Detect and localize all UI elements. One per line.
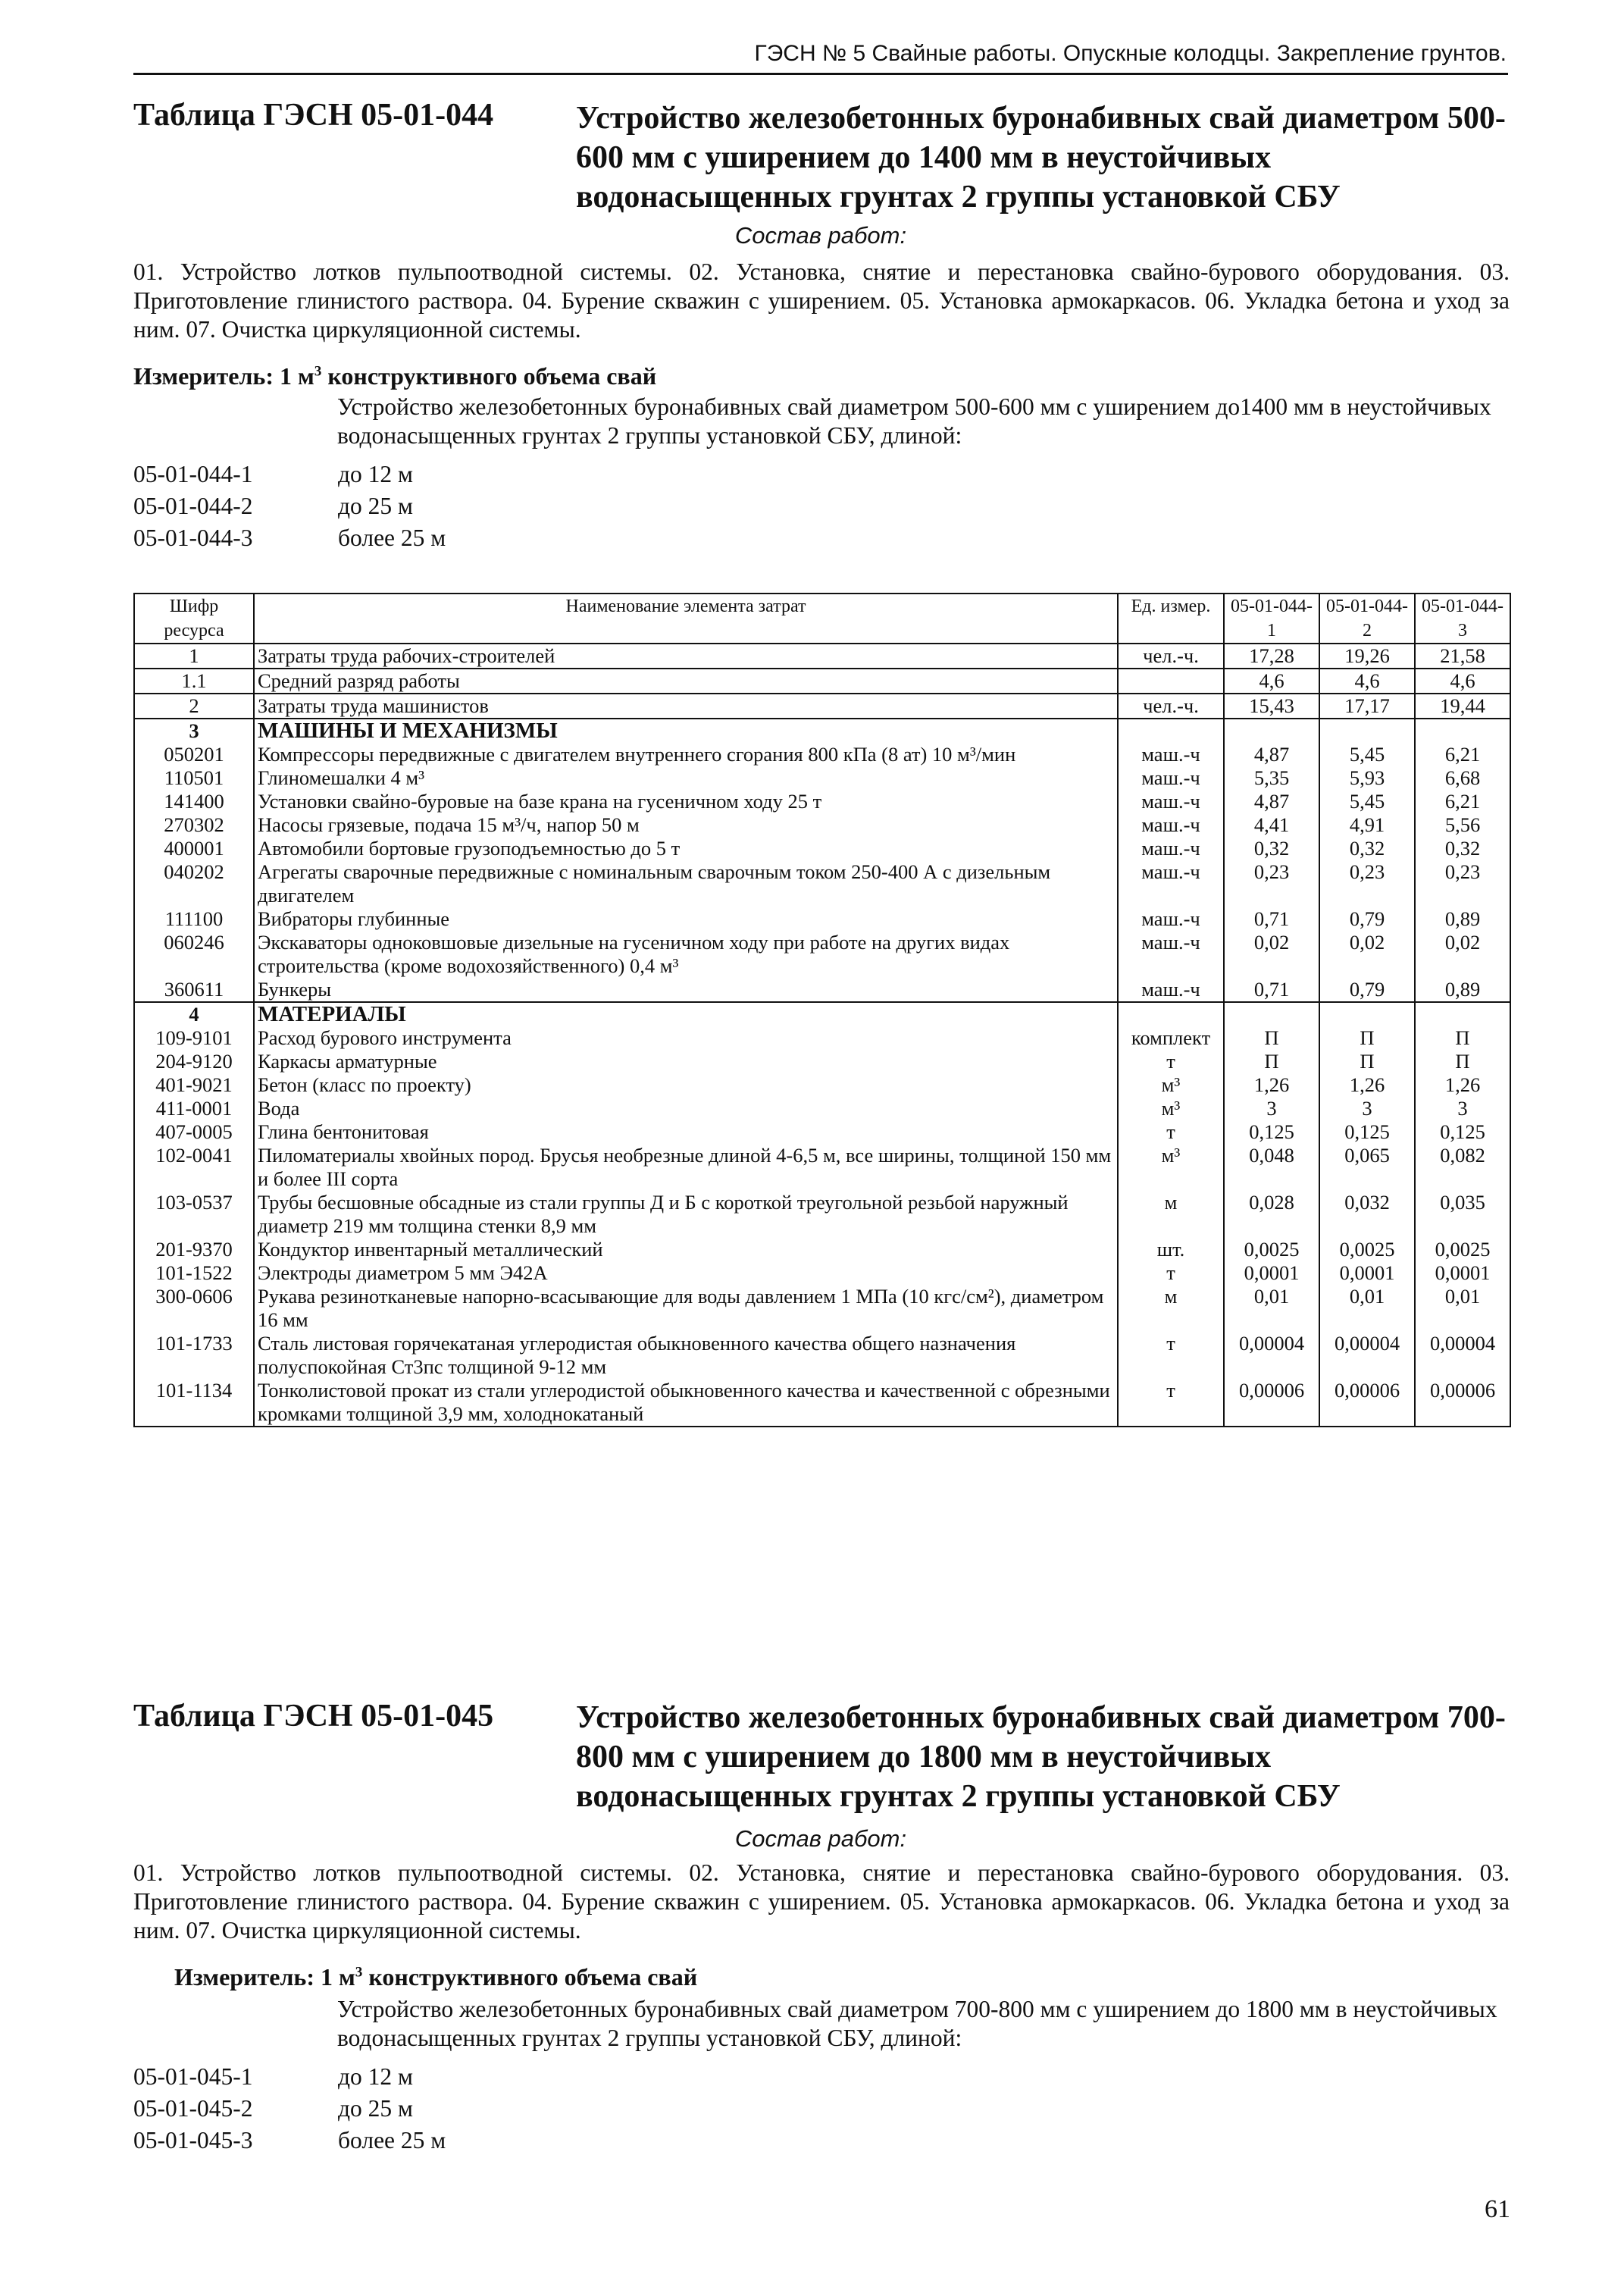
resource-unit <box>1118 719 1224 743</box>
table-row <box>134 1097 1510 1120</box>
table-row <box>134 790 1510 813</box>
resource-code: 3 <box>134 719 254 743</box>
table-row <box>134 907 1510 931</box>
works-description: 01. Устройство лотков пульпоотводной системы. 02. Установка, снятие и перестановка свайно-бурового оборудования. 03. Приготовление глинистого раствора. 04. Бурение скважин с уширением. 05. Установка армокаркасов. 06. Укладка бетона и уход за ним. 07. Очистка циркуляционной системы. <box>133 258 1510 343</box>
resource-unit: т <box>1118 1050 1224 1073</box>
table-row <box>134 813 1510 837</box>
value-col-3: 0,035 <box>1415 1191 1510 1238</box>
resource-code: 040202 <box>134 860 254 907</box>
resource-name: Бетон (класс по проекту) <box>254 1073 1118 1097</box>
value-col-2: 0,0001 <box>1319 1261 1415 1285</box>
resource-code: 407-0005 <box>134 1120 254 1144</box>
resource-unit <box>1118 1002 1224 1026</box>
header-col-1: 05-01-044-1 <box>1224 594 1319 644</box>
value-col-1: 0,00006 <box>1224 1379 1319 1427</box>
resource-code: 103-0537 <box>134 1191 254 1238</box>
resource-name: Вода <box>254 1097 1118 1120</box>
value-col-2 <box>1319 1002 1415 1026</box>
value-col-3 <box>1415 719 1510 743</box>
value-col-2: 17,17 <box>1319 694 1415 719</box>
value-col-2: 0,79 <box>1319 978 1415 1002</box>
table-row <box>134 669 1510 694</box>
value-col-1: 0,23 <box>1224 860 1319 907</box>
resource-name: Затраты труда рабочих-строителей <box>254 644 1118 669</box>
value-col-1: 0,028 <box>1224 1191 1319 1238</box>
resource-code: 204-9120 <box>134 1050 254 1073</box>
resource-name: Средний разряд работы <box>254 669 1118 694</box>
value-col-2: 5,45 <box>1319 743 1415 766</box>
running-header <box>133 36 1508 75</box>
table-row <box>134 837 1510 860</box>
value-col-3: 0,00004 <box>1415 1332 1510 1379</box>
measure-unit: Измеритель: 1 $м^3$ конструктивного объема свай <box>174 1963 698 1991</box>
resource-code: 109-9101 <box>134 1026 254 1050</box>
resource-name: Насосы грязевые, подача 15 м³/ч, напор 50 м <box>254 813 1118 837</box>
running-header-text: ГЭСН № 5 Свайные работы. Опускные колодцы. Закрепление грунтов. <box>754 41 1507 66</box>
value-col-3: 0,23 <box>1415 860 1510 907</box>
items-description: Устройство железобетонных буронабивных свай диаметром 500-600 мм с уширением до1400 мм в неустойчивых водонасыщенных грунтах 2 группы установкой СБУ, длиной: <box>337 393 1491 449</box>
resource-unit: м³ <box>1118 1073 1224 1097</box>
value-col-2: П <box>1319 1050 1415 1073</box>
value-col-3: 0,125 <box>1415 1120 1510 1144</box>
resource-code: 1.1 <box>134 669 254 694</box>
value-col-2: 0,32 <box>1319 837 1415 860</box>
value-col-2 <box>1319 719 1415 743</box>
value-col-1: 4,6 <box>1224 669 1319 694</box>
value-col-3: П <box>1415 1050 1510 1073</box>
value-col-2: 0,79 <box>1319 907 1415 931</box>
value-col-2: 0,01 <box>1319 1285 1415 1332</box>
value-col-1: 4,41 <box>1224 813 1319 837</box>
value-col-3: 0,0025 <box>1415 1238 1510 1261</box>
resource-unit: маш.-ч <box>1118 931 1224 978</box>
value-col-2: 0,065 <box>1319 1144 1415 1191</box>
item-code: 05-01-045-1 <box>133 2063 253 2090</box>
item-code: 05-01-045-2 <box>133 2095 253 2122</box>
value-col-3: 0,32 <box>1415 837 1510 860</box>
item-length: более 25 м <box>338 525 446 551</box>
table-row <box>134 931 1510 978</box>
resource-unit: маш.-ч <box>1118 907 1224 931</box>
value-col-2: 0,23 <box>1319 860 1415 907</box>
value-col-1: 4,87 <box>1224 743 1319 766</box>
value-col-2: 4,6 <box>1319 669 1415 694</box>
resource-unit: маш.-ч <box>1118 978 1224 1002</box>
resource-unit: маш.-ч <box>1118 790 1224 813</box>
resource-name: Установки свайно-буровые на базе крана на гусеничном ходу 25 т <box>254 790 1118 813</box>
table-row <box>134 766 1510 790</box>
resource-unit: шт. <box>1118 1238 1224 1261</box>
resource-name: Вибраторы глубинные <box>254 907 1118 931</box>
value-col-3: 19,44 <box>1415 694 1510 719</box>
resource-name: Глина бентонитовая <box>254 1120 1118 1144</box>
value-col-3: 6,68 <box>1415 766 1510 790</box>
items-description: Устройство железобетонных буронабивных свай диаметром 700-800 мм с уширением до 1800 мм в неустойчивых водонасыщенных грунтах 2 группы установкой СБУ, длиной: <box>337 1996 1497 2051</box>
value-col-3: 0,00006 <box>1415 1379 1510 1427</box>
value-col-1: 3 <box>1224 1097 1319 1120</box>
works-description: 01. Устройство лотков пульпоотводной системы. 02. Установка, снятие и перестановка свайно-бурового оборудования. 03. Приготовление глинистого раствора. 04. Бурение скважин с уширением. 05. Установка армокаркасов. 06. Укладка бетона и уход за ним. 07. Очистка циркуляционной системы. <box>133 1859 1510 1944</box>
code-row <box>133 2095 664 2124</box>
resource-unit: м <box>1118 1285 1224 1332</box>
value-col-2: 3 <box>1319 1097 1415 1120</box>
item-length: до 25 м <box>338 493 413 519</box>
resource-code: 400001 <box>134 837 254 860</box>
value-col-1: 0,00004 <box>1224 1332 1319 1379</box>
resource-code: 270302 <box>134 813 254 837</box>
resource-code: 201-9370 <box>134 1238 254 1261</box>
table-row <box>134 1191 1510 1238</box>
value-col-3: 0,89 <box>1415 978 1510 1002</box>
header-name: Наименование элемента затрат <box>254 594 1118 644</box>
item-code: 05-01-044-3 <box>133 525 253 551</box>
table-title: Устройство железобетонных буронабивных свай диаметром 500-600 мм с уширением до 1400 мм в неустойчивых водонасыщенных грунтах 2 группы установкой СБУ <box>576 101 1506 215</box>
resource-name: Компрессоры передвижные с двигателем внутреннего сгорания 800 кПа (8 ат) 10 м³/мин <box>254 743 1118 766</box>
resource-name: Трубы бесшовные обсадные из стали группы Д и Б с короткой треугольной резьбой наружный диаметр 219 мм толщина стенки 8,9 мм <box>254 1191 1118 1238</box>
resource-name: Экскаваторы одноковшовые дизельные на гусеничном ходу при работе на других видах строительства (кроме водохозяйственного) 0,4 м³ <box>254 931 1118 978</box>
resource-name: Сталь листовая горячекатаная углеродистая обыкновенного качества общего назначения полуспокойная Ст3пс толщиной 9-12 мм <box>254 1332 1118 1379</box>
value-col-2: 1,26 <box>1319 1073 1415 1097</box>
item-length: более 25 м <box>338 2127 446 2153</box>
resource-name: Пиломатериалы хвойных пород. Брусья необрезные длиной 4-6,5 м, все ширины, толщиной 150 мм и более III сорта <box>254 1144 1118 1191</box>
table-row <box>134 1379 1510 1427</box>
table-row <box>134 644 1510 669</box>
value-col-2: 0,032 <box>1319 1191 1415 1238</box>
resource-code: 141400 <box>134 790 254 813</box>
works-heading: Состав работ: <box>734 222 907 249</box>
resource-unit: чел.-ч. <box>1118 694 1224 719</box>
table-row <box>134 1238 1510 1261</box>
resource-unit: т <box>1118 1332 1224 1379</box>
resource-code: 360611 <box>134 978 254 1002</box>
resource-code: 2 <box>134 694 254 719</box>
code-row <box>133 493 664 522</box>
value-col-1: 17,28 <box>1224 644 1319 669</box>
value-col-1: П <box>1224 1050 1319 1073</box>
value-col-1: 0,0001 <box>1224 1261 1319 1285</box>
value-col-3: 0,082 <box>1415 1144 1510 1191</box>
resource-unit: маш.-ч <box>1118 813 1224 837</box>
value-col-1: 0,125 <box>1224 1120 1319 1144</box>
resource-name: Агрегаты сварочные передвижные с номинальным сварочным током 250-400 А с дизельным двигателем <box>254 860 1118 907</box>
value-col-3: 6,21 <box>1415 790 1510 813</box>
value-col-3 <box>1415 1002 1510 1026</box>
table-label: Таблица ГЭСН 05-01-044 <box>133 98 494 133</box>
value-col-3: 6,21 <box>1415 743 1510 766</box>
value-col-3: 1,26 <box>1415 1073 1510 1097</box>
header-code: Шифр ресурса <box>134 594 254 644</box>
value-col-2: 19,26 <box>1319 644 1415 669</box>
resource-unit: маш.-ч <box>1118 860 1224 907</box>
value-col-1: 1,26 <box>1224 1073 1319 1097</box>
table-row <box>134 1120 1510 1144</box>
value-col-1: 5,35 <box>1224 766 1319 790</box>
resource-unit: м <box>1118 1191 1224 1238</box>
resource-code: 060246 <box>134 931 254 978</box>
resource-unit: м³ <box>1118 1097 1224 1120</box>
item-length: до 12 м <box>338 2063 413 2090</box>
value-col-2: 0,125 <box>1319 1120 1415 1144</box>
value-col-3: П <box>1415 1026 1510 1050</box>
table-row <box>134 1285 1510 1332</box>
item-length: до 25 м <box>338 2095 413 2122</box>
resource-code: 401-9021 <box>134 1073 254 1097</box>
resource-code: 300-0606 <box>134 1285 254 1332</box>
section-title: МАШИНЫ И МЕХАНИЗМЫ <box>254 719 1118 743</box>
value-col-3: 0,0001 <box>1415 1261 1510 1285</box>
resource-name: Глиномешалки 4 м³ <box>254 766 1118 790</box>
resource-name: Бункеры <box>254 978 1118 1002</box>
code-row <box>133 461 664 490</box>
value-col-1 <box>1224 1002 1319 1026</box>
resource-code: 101-1733 <box>134 1332 254 1379</box>
resource-unit: чел.-ч. <box>1118 644 1224 669</box>
value-col-1: 15,43 <box>1224 694 1319 719</box>
value-col-3: 4,6 <box>1415 669 1510 694</box>
value-col-1: П <box>1224 1026 1319 1050</box>
resource-code: 111100 <box>134 907 254 931</box>
resource-name: Затраты труда машинистов <box>254 694 1118 719</box>
item-code: 05-01-044-2 <box>133 493 253 519</box>
resource-name: Электроды диаметром 5 мм Э42А <box>254 1261 1118 1285</box>
value-col-2: 5,45 <box>1319 790 1415 813</box>
resource-name: Рукава резинотканевые напорно-всасывающие для воды давлением 1 МПа (10 кгс/см²), диаметром 16 мм <box>254 1285 1118 1332</box>
header-col-2: 05-01-044-2 <box>1319 594 1415 644</box>
value-col-1: 0,71 <box>1224 907 1319 931</box>
resource-code: 102-0041 <box>134 1144 254 1191</box>
works-heading: Состав работ: <box>734 1825 907 1852</box>
value-col-3: 21,58 <box>1415 644 1510 669</box>
item-code: 05-01-045-3 <box>133 2127 253 2153</box>
table-section-row <box>134 719 1510 743</box>
resource-unit: маш.-ч <box>1118 743 1224 766</box>
resource-name: Тонколистовой прокат из стали углеродистой обыкновенного качества и качественной с обрезными кромками толщиной 3,9 мм, холоднокатаный <box>254 1379 1118 1427</box>
value-col-2: 0,00004 <box>1319 1332 1415 1379</box>
item-code: 05-01-044-1 <box>133 461 253 487</box>
table-section-row <box>134 1002 1510 1026</box>
resource-name: Каркасы арматурные <box>254 1050 1118 1073</box>
value-col-2: 0,00006 <box>1319 1379 1415 1427</box>
table-header-row <box>134 594 1510 644</box>
resource-code: 1 <box>134 644 254 669</box>
resource-name: Кондуктор инвентарный металлический <box>254 1238 1118 1261</box>
header-unit: Ед. измер. <box>1118 594 1224 644</box>
resource-unit: комплект <box>1118 1026 1224 1050</box>
page-number: 61 <box>1485 2195 1510 2223</box>
table-row <box>134 1050 1510 1073</box>
value-col-1: 0,32 <box>1224 837 1319 860</box>
resource-unit: маш.-ч <box>1118 837 1224 860</box>
resource-name: Автомобили бортовые грузоподъемностью до 5 т <box>254 837 1118 860</box>
value-col-1: 0,048 <box>1224 1144 1319 1191</box>
value-col-3: 0,01 <box>1415 1285 1510 1332</box>
table-row <box>134 1261 1510 1285</box>
table-row <box>134 1144 1510 1191</box>
table-row <box>134 978 1510 1002</box>
table-row <box>134 1026 1510 1050</box>
table-label: Таблица ГЭСН 05-01-045 <box>133 1699 494 1734</box>
resource-code: 101-1134 <box>134 1379 254 1427</box>
resource-code: 101-1522 <box>134 1261 254 1285</box>
value-col-2: 0,02 <box>1319 931 1415 978</box>
resource-unit: т <box>1118 1261 1224 1285</box>
value-col-2: П <box>1319 1026 1415 1050</box>
table-row <box>134 860 1510 907</box>
section-title: МАТЕРИАЛЫ <box>254 1002 1118 1026</box>
table-row <box>134 694 1510 719</box>
table-body <box>134 644 1510 1427</box>
value-col-3: 0,02 <box>1415 931 1510 978</box>
table-row <box>134 743 1510 766</box>
resource-unit: м³ <box>1118 1144 1224 1191</box>
code-row <box>133 2127 664 2156</box>
resource-unit: т <box>1118 1120 1224 1144</box>
resource-unit: т <box>1118 1379 1224 1427</box>
code-row <box>133 525 664 553</box>
value-col-2: 5,93 <box>1319 766 1415 790</box>
resource-code: 050201 <box>134 743 254 766</box>
resource-unit <box>1118 669 1224 694</box>
table-row <box>134 1332 1510 1379</box>
resource-name: Расход бурового инструмента <box>254 1026 1118 1050</box>
value-col-2: 0,0025 <box>1319 1238 1415 1261</box>
value-col-3: 5,56 <box>1415 813 1510 837</box>
value-col-1: 4,87 <box>1224 790 1319 813</box>
header-col-3: 05-01-044-3 <box>1415 594 1510 644</box>
item-length: до 12 м <box>338 461 413 487</box>
value-col-2: 4,91 <box>1319 813 1415 837</box>
table-row <box>134 1073 1510 1097</box>
value-col-3: 0,89 <box>1415 907 1510 931</box>
resource-unit: маш.-ч <box>1118 766 1224 790</box>
value-col-1: 0,0025 <box>1224 1238 1319 1261</box>
value-col-1: 0,71 <box>1224 978 1319 1002</box>
resource-code: 4 <box>134 1002 254 1026</box>
value-col-3: 3 <box>1415 1097 1510 1120</box>
resource-code: 411-0001 <box>134 1097 254 1120</box>
value-col-1: 0,01 <box>1224 1285 1319 1332</box>
measure-unit: Измеритель: 1 $м^3$ конструктивного объема свай <box>133 362 657 390</box>
table-title: Устройство железобетонных буронабивных свай диаметром 700-800 мм с уширением до 1800 мм в неустойчивых водонасыщенных грунтах 2 группы установкой СБУ <box>576 1700 1506 1814</box>
code-row <box>133 2063 664 2092</box>
value-col-1 <box>1224 719 1319 743</box>
resource-code: 110501 <box>134 766 254 790</box>
value-col-1: 0,02 <box>1224 931 1319 978</box>
resource-table <box>133 593 1511 1427</box>
